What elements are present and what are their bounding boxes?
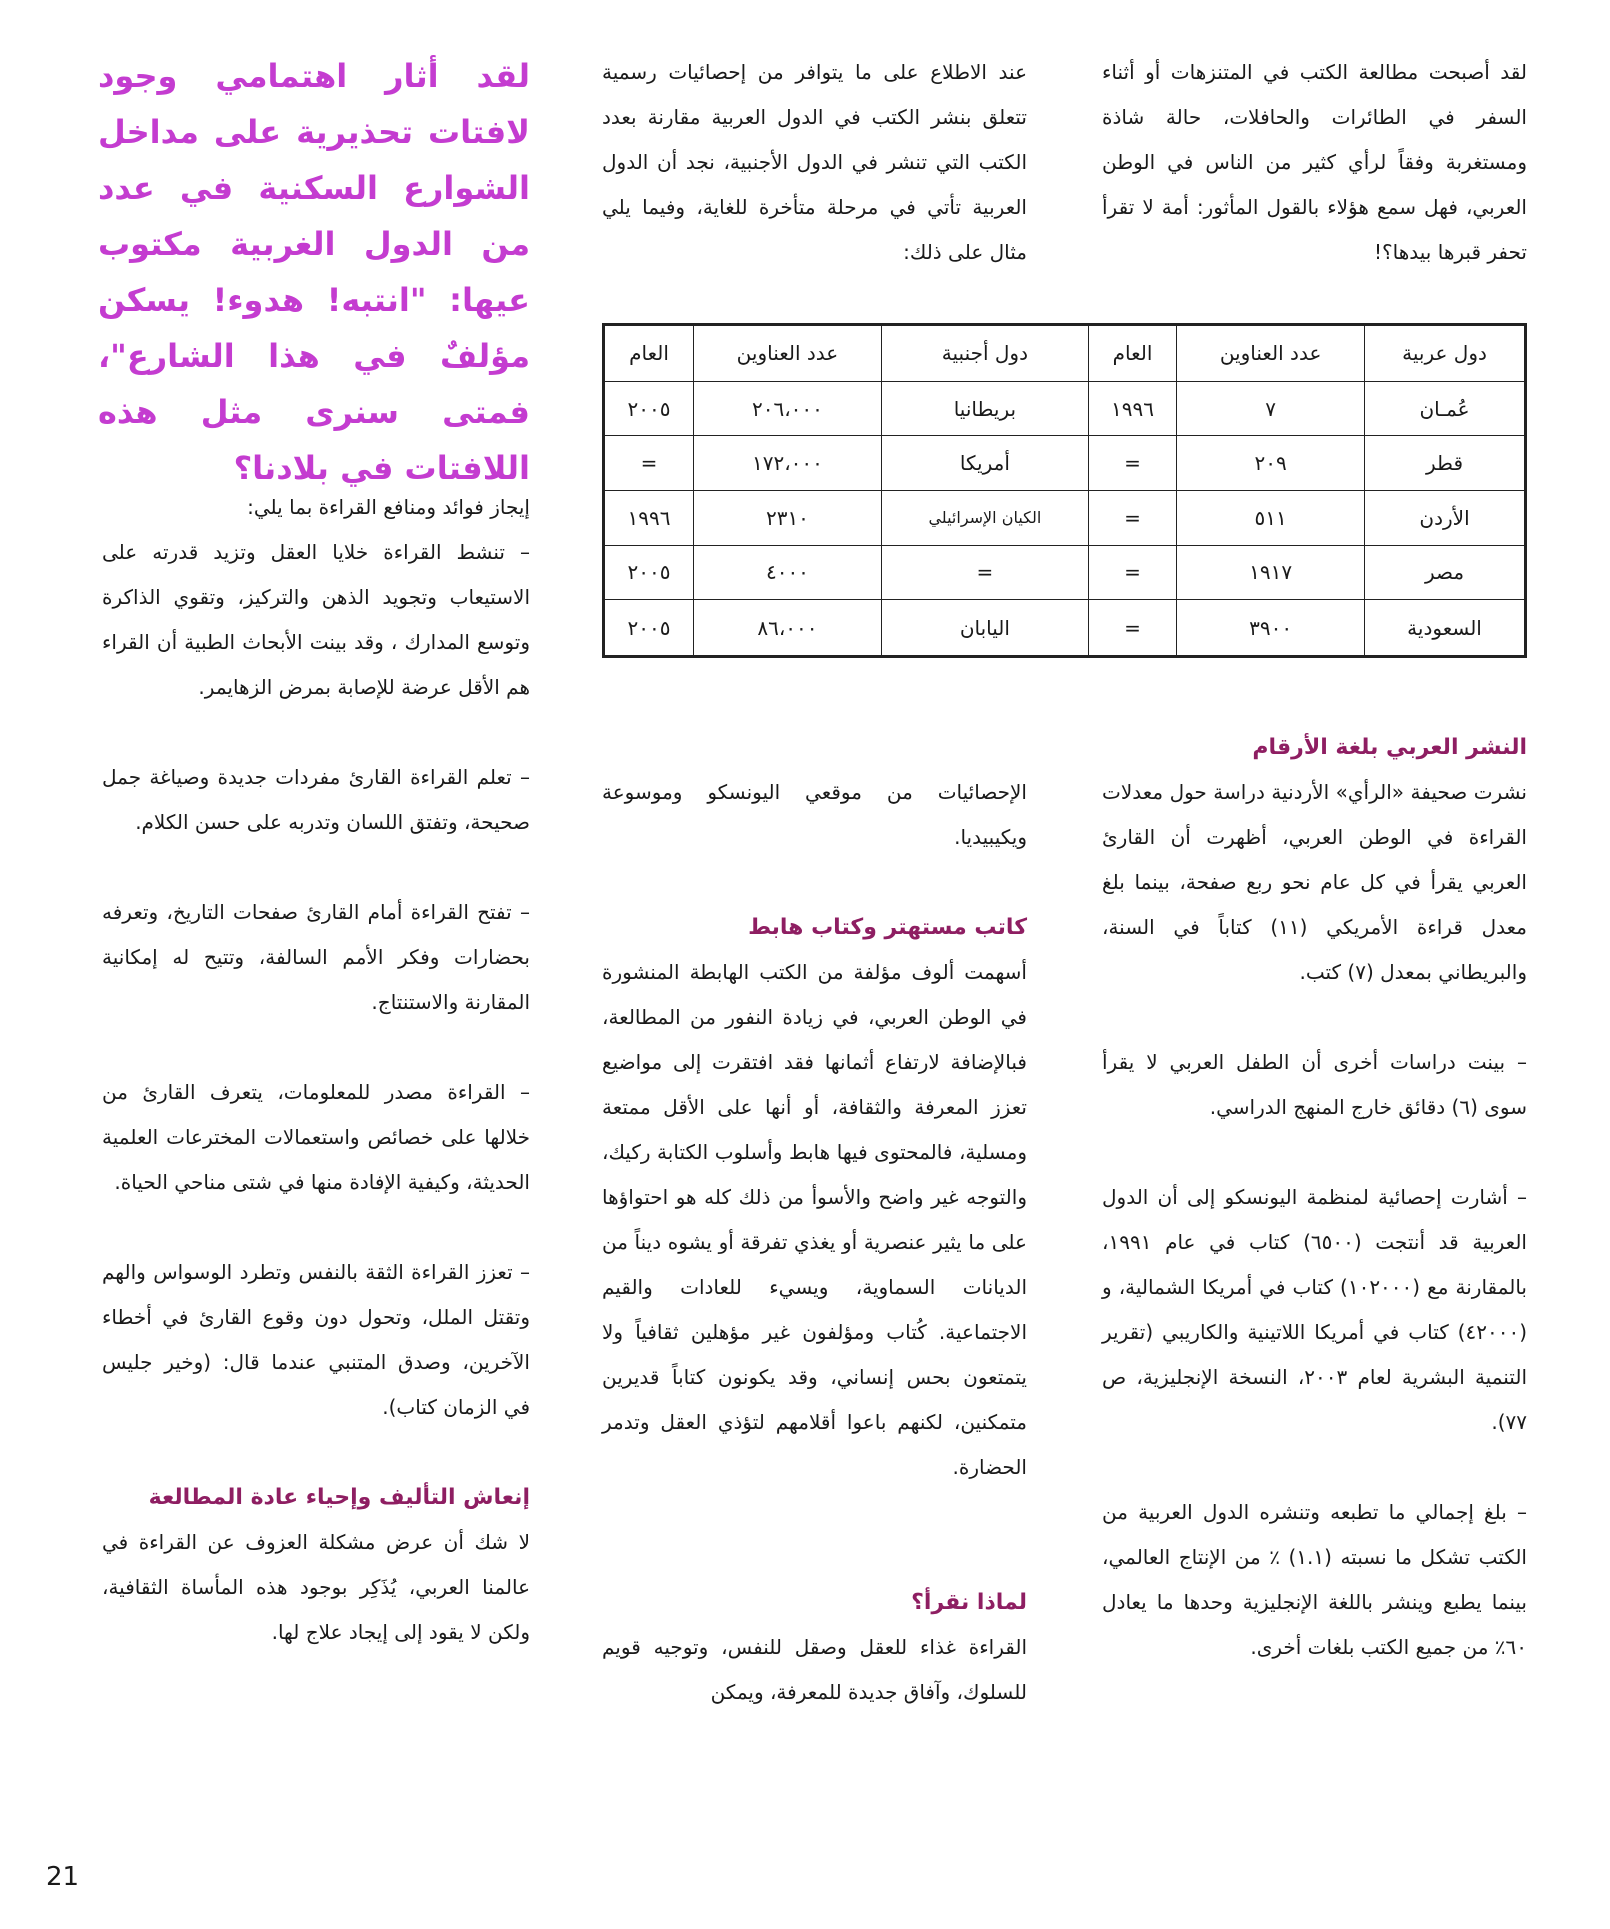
table-row: [604, 600, 1526, 657]
paragraph: – بينت دراسات أخرى أن الطفل العربي لا يقرأ سوى (٦) دقائق خارج المنهج الدراسي.: [1102, 1050, 1527, 1119]
table-cell: مصر: [1365, 545, 1526, 600]
table-row: [604, 545, 1526, 600]
table-cell: ٢٠٠٥: [604, 381, 694, 436]
section-heading-revival: إنعاش التأليف وإحياء عادة المطالعة: [148, 1485, 530, 1510]
header-titles-count: عدد العناوين: [694, 325, 882, 382]
table-cell: ٢٣١٠: [694, 490, 882, 545]
section-heading-arabic-publishing: النشر العربي بلغة الأرقام: [1252, 735, 1527, 760]
table-cell: ٨٦،٠٠٠: [694, 600, 882, 657]
section-heading-writer: كاتب مستهتر وكتاب هابط: [748, 915, 1027, 940]
table-cell: ١٧٢،٠٠٠: [694, 436, 882, 491]
table-row: [604, 490, 1526, 545]
left-column: [102, 485, 530, 1655]
table-cell: ٧: [1177, 381, 1365, 436]
header-titles-count: عدد العناوين: [1177, 325, 1365, 382]
intro-paragraph: عند الاطلاع على ما يتوافر من إحصائيات رسمية تتعلق بنشر الكتب في الدول العربية مقارنة بعدد الكتب التي تنشر في الدول الأجنبية، نجد أن الدول العربية تأتي في مرحلة متأخرة للغاية، وفيما يلي مثال على ذلك:: [602, 60, 1027, 264]
paragraph: نشرت صحيفة «الرأي» الأردنية دراسة حول معدلات القراءة في الوطن العربي، أظهرت أن القارئ العربي يقرأ في كل عام نحو ربع صفحة، بينما بلغ معدل قراءة الأمريكي (١١) كتاباً في السنة، والبريطاني بمعدل (٧) كتب.: [1102, 780, 1527, 984]
table-cell: عُمـان: [1365, 381, 1526, 436]
table-cell: =: [1088, 545, 1176, 600]
table-cell: بريطانيا: [881, 381, 1088, 436]
table-cell: قطر: [1365, 436, 1526, 491]
table-cell: ٣٩٠٠: [1177, 600, 1365, 657]
header-foreign-countries: دول أجنبية: [881, 325, 1088, 382]
bullet-paragraph: – تنشط القراءة خلايا العقل وتزيد قدرته على الاستيعاب وتجويد الذهن والتركيز، وتقوي الذاكرة وتوسع المدارك ، وقد بينت الأبحاث الطبية أن القراء هم الأقل عرضة للإصابة بمرض الزهايمر.: [102, 540, 530, 699]
publishing-stats-table: [602, 323, 1527, 658]
right-column-lower: [1102, 725, 1527, 1670]
bullet-paragraph: – تعلم القراءة القارئ مفردات جديدة وصياغة جمل صحيحة، وتفتق اللسان وتدربه على حسن الكلام.: [102, 765, 530, 834]
table-cell: ١٩٩٦: [604, 490, 694, 545]
table-cell: =: [881, 545, 1088, 600]
table-cell: أمريكا: [881, 436, 1088, 491]
source-note: الإحصائيات من موقعي اليونسكو وموسوعة ويكيبيديا.: [602, 780, 1027, 849]
middle-column-lower: [602, 770, 1027, 1715]
header-year: العام: [1088, 325, 1176, 382]
table-header-row: [604, 325, 1526, 382]
table-cell: ٤٠٠٠: [694, 545, 882, 600]
table-cell: =: [604, 436, 694, 491]
middle-column: [602, 50, 1027, 275]
table-cell: ٢٠٦،٠٠٠: [694, 381, 882, 436]
table-row: [604, 436, 1526, 491]
table-cell: اليابان: [881, 600, 1088, 657]
table-cell: ٢٠٠٥: [604, 545, 694, 600]
table-row: [604, 381, 1526, 436]
table-cell: ٥١١: [1177, 490, 1365, 545]
pull-quote: لقد أثار اهتمامي وجود لافتات تحذيرية على مداخل الشوارع السكنية في عدد من الدول الغربية مكتوب عيها: "انتبه! هدوء! يسكن مؤلفٌ في هذا الشارع"، فمتى سنرى مثل هذه اللافتات في بلادنا؟: [98, 57, 530, 487]
paragraph: – بلغ إجمالي ما تطبعه وتنشره الدول العربية من الكتب تشكل ما نسبته (١.١) ٪ من الإنتاج العالمي، بينما يطبع وينشر باللغة الإنجليزية وحدها ما يعادل ٦٠٪ من جميع الكتب بلغات أخرى.: [1102, 1500, 1527, 1659]
table-cell: ١٩١٧: [1177, 545, 1365, 600]
right-column: [1102, 50, 1527, 275]
table-cell: ٢٠٠٥: [604, 600, 694, 657]
table-cell: السعودية: [1365, 600, 1526, 657]
table-cell: ٢٠٩: [1177, 436, 1365, 491]
paragraph: القراءة غذاء للعقل وصقل للنفس، وتوجيه قويم للسلوك، وآفاق جديدة للمعرفة، ويمكن: [602, 1635, 1027, 1704]
bullet-paragraph: – تعزز القراءة الثقة بالنفس وتطرد الوسواس والهم وتقتل الملل، وتحول دون وقوع القارئ في أخطاء الآخرين، وصدق المتنبي عندما قال: (وخير جليس في الزمان كتاب).: [102, 1260, 530, 1419]
header-arab-countries: دول عربية: [1365, 325, 1526, 382]
bullet-paragraph: – تفتح القراءة أمام القارئ صفحات التاريخ، وتعرفه بحضارات وفكر الأمم السالفة، وتتيح له إمكانية المقارنة والاستنتاج.: [102, 900, 530, 1014]
section-heading-why-read: لماذا نقرأ؟: [911, 1590, 1027, 1615]
intro-paragraph: لقد أصبحت مطالعة الكتب في المتنزهات أو أثناء السفر في الطائرات والحافلات، حالة شاذة ومستغربة وفقاً لرأي كثير من الناس في الوطن العربي، فهل سمع هؤلاء بالقول المأثور: أمة لا تقرأ تحفر قبرها بيدها؟!: [1102, 60, 1527, 264]
bullet-paragraph: – القراءة مصدر للمعلومات، يتعرف القارئ من خلالها على خصائص واستعمالات المخترعات العلمية الحديثة، وكيفية الإفادة منها في شتى مناحي الحياة.: [102, 1080, 530, 1194]
table-cell: =: [1088, 600, 1176, 657]
table-cell: =: [1088, 490, 1176, 545]
table-cell: الأردن: [1365, 490, 1526, 545]
table-cell: ١٩٩٦: [1088, 381, 1176, 436]
paragraph: أسهمت ألوف مؤلفة من الكتب الهابطة المنشورة في الوطن العربي، في زيادة النفور من المطالعة، فبالإضافة لارتفاع أثمانها فقد افتقرت إلى مواضيع تعزز المعرفة والثقافة، أو أنها على الأقل ممتعة ومسلية، فالمحتوى فيها هابط وأسلوب الكتابة ركيك، والتوجه غير واضح والأسوأ من ذلك كله هو احتواؤها على ما يثير عنصرية أو يغذي تفرقة أو يشوه ديناً من الديانات السماوية، ويسيء للعادات والقيم الاجتماعية. كُتاب ومؤلفون غير مؤهلين ثقافياً ولا يتمتعون بحس إنساني، وقد يكونون كتاباً قديرين متمكنين، لكنهم باعوا أقلامهم لتؤذي العقل وتدمر الحضارة.: [602, 960, 1027, 1479]
paragraph: لا شك أن عرض مشكلة العزوف عن القراءة في عالمنا العربي، يُذَكِر بوجود هذه المأساة الثقافية، ولكن لا يقود إلى إيجاد علاج لها.: [102, 1530, 530, 1644]
paragraph: – أشارت إحصائية لمنظمة اليونسكو إلى أن الدول العربية قد أنتجت (٦٥٠٠) كتاب في عام ١٩٩١، بالمقارنة مع (١٠٢٠٠٠) كتاب في أمريكا الشمالية، و (٤٢٠٠٠) كتاب في أمريكا اللاتينية والكاريبي (تقرير التنمية البشرية لعام ٢٠٠٣، النسخة الإنجليزية، ص ٧٧).: [1102, 1185, 1527, 1434]
table-cell: الكيان الإسرائيلي: [881, 490, 1088, 545]
paragraph: إيجاز فوائد ومنافع القراءة بما يلي:: [247, 495, 530, 519]
header-year: العام: [604, 325, 694, 382]
table-cell: =: [1088, 436, 1176, 491]
page-number: 21: [46, 1862, 80, 1892]
